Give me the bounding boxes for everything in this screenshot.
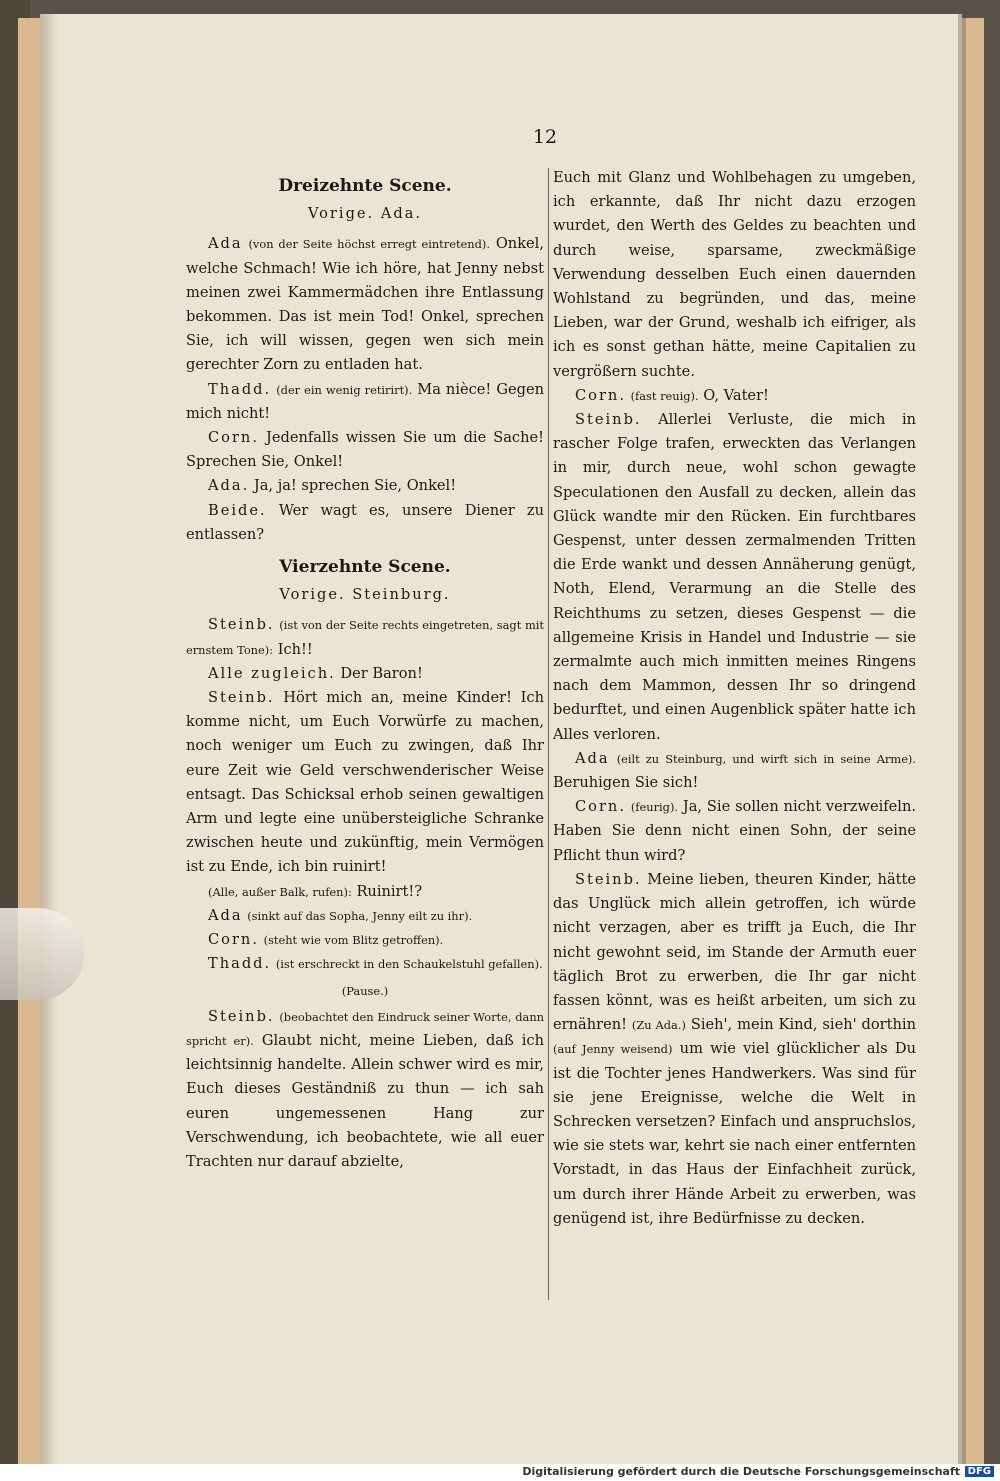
dialogue-paragraph [186,1005,544,1174]
dialogue-text: Euch mit Glanz und Wohlbehagen zu umgeben, ich erkannte, daß Ihr nicht dazu erzogen wurdet, den Werth des Geldes zu beachten und durch weise, sparsame, zweckmäßige Verwendung desselben Euch einen dauernden Wohlstand zu begründen, und das, meine Lieben, war der Grund, weshalb ich eifriger, als ich es sonst gethan hätte, meine Capitalien zu vergrößern suchte. [553,169,916,380]
stage-direction: (Zu Ada.) [631,1018,686,1033]
page-edge-shadow [958,14,966,1464]
dialogue-paragraph [186,613,544,661]
dialogue-text: Glaubt nicht, meine Lieben, daß ich leichtsinnig handelte. Allein schwer wird es mir, Euch dieses Geständniß zu thun — ich sah euren ungemessenen Hang zur Verschwendung, ich beobachtete, wie all euer Trachten nur darauf abzielte, [186,1031,545,1170]
speaker-name: Alle zugleich. [208,664,336,682]
dialogue-paragraph [553,747,916,795]
dialogue-paragraph [186,474,544,498]
dialogue-text: Der Baron! [340,664,423,682]
stage-direction: (feurig). [630,800,679,815]
stage-direction: (sinkt auf das Sopha, Jenny eilt zu ihr). [247,908,473,923]
dialogue-paragraph [186,952,544,976]
scene-title: Dreizehnte Scene. [278,176,452,196]
dialogue-text: Meine lieben, theuren Kinder, hätte das Unglück mich allein getroffen, ich würde nicht verzagen, aber es trifft ja Euch, die Ihr nicht gewohnt seid, im Stande der Armuth euer täglich Brot zu erwerben, die Ihr gar nicht fassen könnt, was es heißt arbeiten, um sich zu ernähren! [553,870,917,1034]
dialogue-text: Ma nièce! Gegen mich nicht! [186,380,544,422]
dialogue-paragraph [553,795,916,868]
left-column [186,166,544,1174]
speaker-name: Steinb. [575,870,642,888]
dialogue-text: um wie viel glücklicher als Du ist die Tochter jenes Handwerkers. Was sind für sie jene Ereignisse, welche die Welt in Schrecken versetzen? Einfach und anspruchslos, wie sie stets war, kehrt sie nach einer entfernten Vorstadt, in das Haus der Einfachheit zurück, um durch ihrer Hände Arbeit zu erwerben, was genügend ist, ihre Bedürfnisse zu decken. [553,1040,916,1227]
dialogue-text: Allerlei Verluste, die mich in rascher Folge trafen, erweckten das Verlangen in mir, durch neue, wohl schon gewagte Speculationen den Ausfall zu decken, allein das Glück wandte mir den Rücken. Ein furchtbares Gespenst, unter dessen zermalmenden Tritten die Erde wankt und dessen Annäherung genügt, Noth, Elend, Verarmung an die Stelle des Reichthums zu setzen, dieses Gespenst — die allgemeine Krisis in Handel und Industrie — sie zermalmte auch mich inmitten meines Ringens nach dem Mammon, dessen Ihr so dringend bedurftet, und einen Augenblick später hatte ich Alles verloren. [553,411,917,743]
stage-direction: (ist von der Seite rechts eingetreten, sagt mit ernstem Tone): [186,618,545,657]
dialogue-paragraph [186,232,544,377]
stage-direction: (auf Jenny weisend) [553,1042,673,1057]
speaker-name: Corn. [575,386,626,404]
dialogue-text: Ruinirt!? [356,882,423,900]
dialogue-paragraph [186,378,544,426]
speaker-name: Ada. [208,477,250,495]
stage-direction: (eilt zu Steinburg, und wirft sich in seine Arme). [616,751,917,766]
speaker-name: Corn. [208,931,259,949]
dialogue-paragraph [553,166,916,384]
dialogue-paragraph [186,904,544,928]
dialogue-text: Ich!! [277,640,313,658]
speaker-name: Steinb. [208,1007,275,1025]
dialogue-paragraph [553,868,916,1231]
scene-persons: Vorige. Steinburg. [279,586,451,604]
stage-direction: (Alle, außer Balk, rufen): [208,884,352,899]
dialogue-paragraph [186,928,544,952]
digitization-credit: Digitalisierung gefördert durch die Deutsche Forschungsgemeinschaft [522,1465,960,1478]
stage-direction: (fast reuig). [630,388,699,403]
speaker-name: Steinb. [208,689,275,707]
dfg-logo: DFG [965,1466,994,1477]
dialogue-text: Jedenfalls wissen Sie um die Sache! Sprechen Sie, Onkel! [186,429,545,471]
speaker-name: Ada [575,749,610,767]
dialogue-text: Wer wagt es, unsere Diener zu entlassen? [186,501,544,543]
dialogue-text: Onkel, welche Schmach! Wie ich höre, hat Jenny nebst meinen zwei Kammermädchen ihre Entlassung bekommen. Das ist mein Tod! Onkel, sprechen Sie, ich will wissen, gegen wen sich mein gerechter Zorn zu entladen hat. [186,235,544,374]
dialogue-paragraph [553,408,916,747]
speaker-name: Ada [208,906,243,924]
dialogue-text: Hört mich an, meine Kinder! Ich komme nicht, um Euch Vorwürfe zu machen, noch weniger um Euch zu zwingen, daß Ihr eure Zeit wie Geld verschwenderischer Weise entsagt. Das Schicksal erhob seinen gewaltigen Arm und legte eine unübersteigliche Schranke zwischen heute und zukünftig, mein Vermögen ist zu Ende, ich bin ruinirt! [186,689,545,876]
dialogue-paragraph [186,426,544,474]
speaker-name: Ada [208,235,243,253]
speaker-name: Beide. [208,501,267,519]
dialogue-paragraph [186,662,544,686]
speaker-name: Corn. [575,798,626,816]
scene-persons: Vorige. Ada. [307,205,423,223]
dialogue-paragraph [186,880,544,904]
stage-direction: (beobachtet den Eindruck seiner Worte, dann spricht er). [186,1009,544,1048]
speaker-name: Corn. [208,429,259,447]
dialogue-paragraph [186,499,544,547]
stage-direction: (steht wie vom Blitz getroffen). [263,933,444,948]
speaker-name: Thadd. [208,380,272,398]
dialogue-text: Ja, ja! sprechen Sie, Onkel! [253,477,457,495]
dialogue-paragraph [186,686,544,880]
stage-direction: (ist erschreckt in den Schaukelstuhl gefallen). [275,957,543,972]
right-column [553,166,916,1231]
dialogue-text: Ja, Sie sollen nicht verzweifeln. Haben Sie denn nicht einen Sohn, der seine Pflicht thun wird? [553,798,917,864]
stage-direction: (der ein wenig retirirt). [276,382,413,397]
dialogue-text: O, Vater! [703,386,769,404]
pause-direction: (Pause.) [341,983,389,998]
dialogue-paragraph [553,384,916,408]
scene-title: Vierzehnte Scene. [279,557,451,578]
gutter-shadow [40,14,58,1464]
dialogue-text: Sieh', mein Kind, sieh' dorthin [690,1016,916,1034]
speaker-name: Steinb. [575,411,642,429]
speaker-name: Steinb. [208,616,275,634]
stage-direction: (von der Seite höchst erregt eintretend). [248,237,490,252]
dialogue-text: Beruhigen Sie sich! [553,774,699,792]
column-divider [548,168,549,1300]
speaker-name: Thadd. [208,955,272,973]
page-number: 12 [532,126,558,148]
